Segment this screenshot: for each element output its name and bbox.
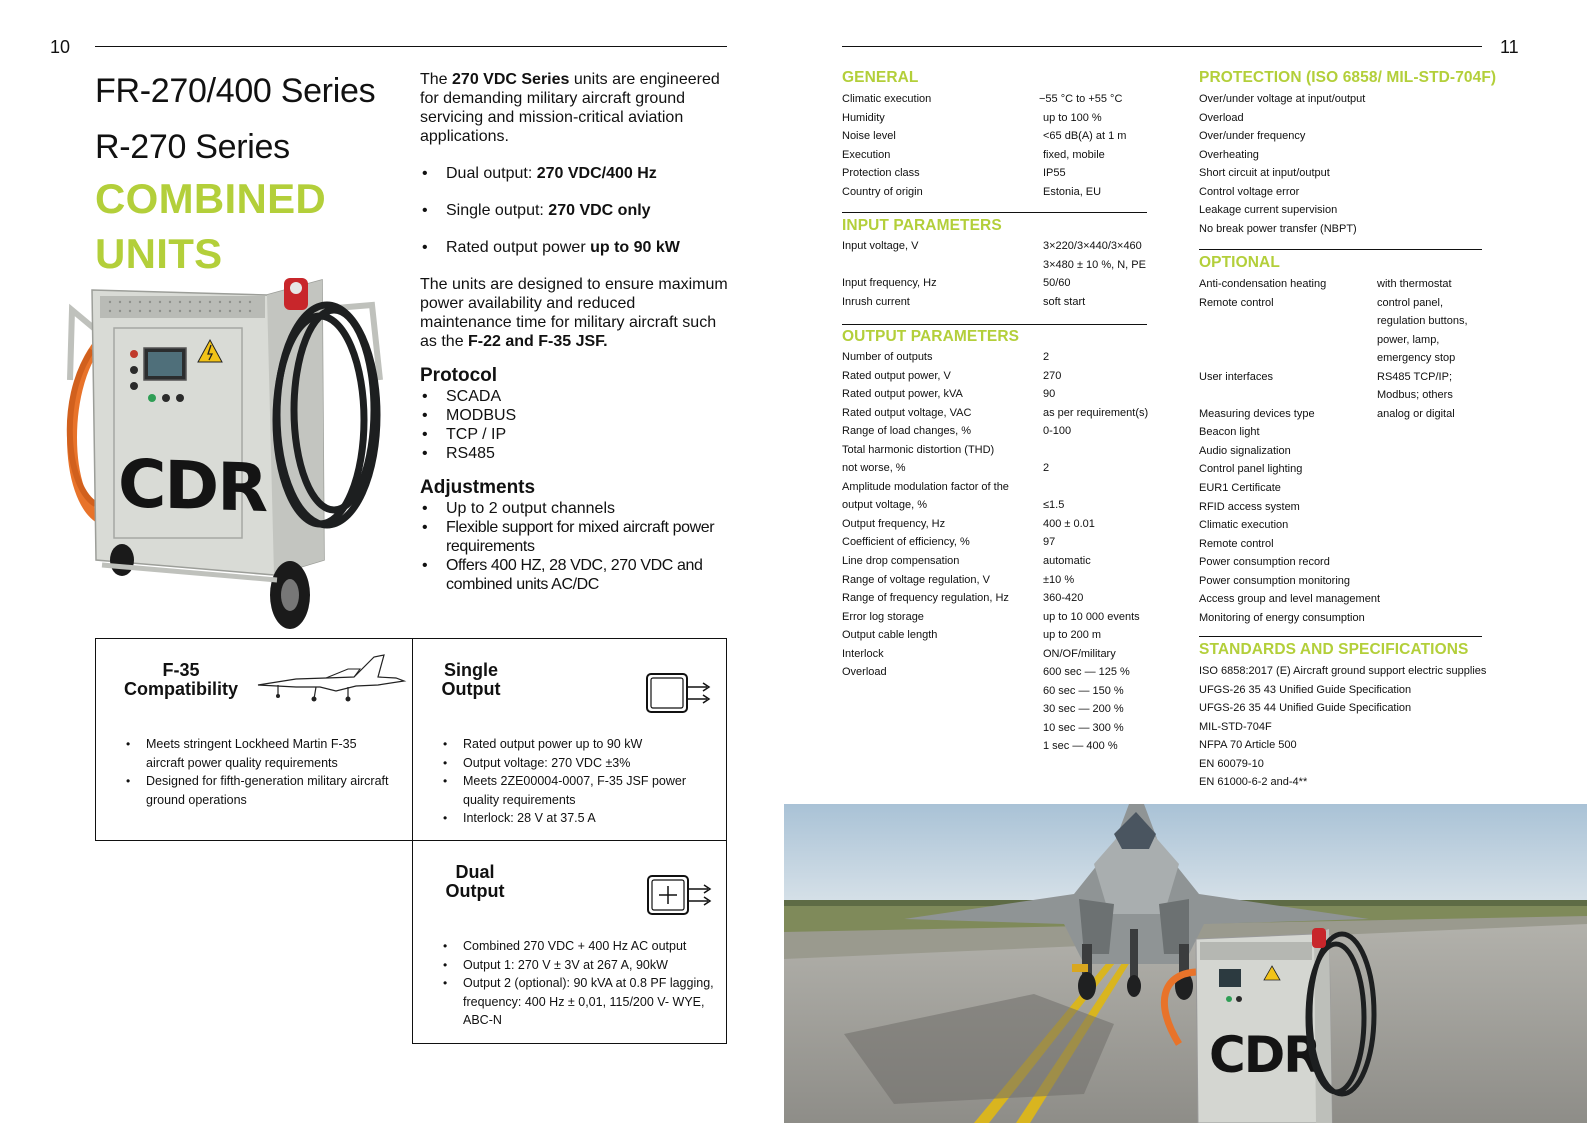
- table-row: Line drop compensation automatic: [842, 555, 1091, 568]
- table-row: Control panel lighting: [1199, 463, 1303, 476]
- table-row: Overload 600 sec — 125 %: [842, 666, 1130, 679]
- list-item: Leakage current supervision: [1199, 204, 1338, 217]
- protection-heading: PROTECTION (ISO 6858/ MIL-STD-704F): [1199, 69, 1497, 86]
- dual-output-list: [441, 937, 723, 1030]
- adjustments-list: [420, 499, 730, 594]
- list-item: • Combined 270 VDC + 400 Hz AC output: [441, 937, 723, 956]
- list-item: EN 61000-6-2 and-4**: [1199, 776, 1308, 789]
- section-divider: [842, 324, 1147, 325]
- list-item: • Output 1: 270 V ± 3V at 267 A, 90kW: [441, 956, 723, 975]
- list-item: NFPA 70 Article 500: [1199, 739, 1297, 752]
- series-title-1: FR-270/400 Series: [95, 72, 376, 110]
- output-bullets: [420, 164, 730, 257]
- list-item: • SCADA: [420, 387, 730, 406]
- list-item: • MODBUS: [420, 406, 730, 425]
- table-row: 1 sec — 400 %: [1043, 740, 1118, 753]
- single-output-box: [412, 638, 727, 841]
- table-row: Range of voltage regulation, V ±10 %: [842, 573, 1075, 586]
- list-item: • Up to 2 output channels: [420, 499, 730, 518]
- list-item: • Dual output: 270 VDC/400 Hz: [420, 164, 730, 183]
- jet-icon: [256, 651, 408, 703]
- list-item: • Output 2 (optional): 90 kVA at 0.8 PF lagging, frequency: 400 Hz ± 0,01, 115/200 V- WYE, ABC-N: [441, 974, 723, 1030]
- table-row: Climatic execution −55 °C to +55 °C: [842, 93, 1123, 105]
- f35-compatibility-box: [95, 638, 413, 841]
- section-divider: [842, 212, 1147, 213]
- output-heading: OUTPUT PARAMETERS: [842, 328, 1020, 345]
- protocol-list: [420, 387, 730, 463]
- table-row: emergency stop: [1377, 352, 1456, 365]
- list-item: No break power transfer (NBPT): [1199, 222, 1357, 235]
- table-row: Measuring devices type analog or digital: [1199, 407, 1455, 420]
- table-row: Beacon light: [1199, 426, 1260, 439]
- header-rule-right: [842, 46, 1482, 47]
- dual-output-box: [412, 840, 727, 1044]
- list-item: • Designed for fifth-generation military aircraft ground operations: [124, 772, 394, 809]
- list-item: • Interlock: 28 V at 37.5 A: [441, 809, 721, 828]
- dual-output-title: Dual Output: [445, 862, 505, 901]
- table-row: Input frequency, Hz 50/60: [842, 277, 1071, 290]
- table-row: 10 sec — 300 %: [1043, 721, 1124, 734]
- header-rule-left: [95, 46, 727, 47]
- optional-heading: OPTIONAL: [1199, 254, 1280, 271]
- output-table: [842, 348, 1162, 756]
- list-item: • Flexible support for mixed aircraft power requirements: [420, 518, 730, 556]
- table-row: 3×480 ± 10 %, N, PE: [1043, 258, 1146, 271]
- table-row: RFID access system: [1199, 500, 1300, 513]
- table-row: Remote control control panel,: [1199, 296, 1444, 309]
- list-item: • Meets 2ZE00004-0007, F-35 JSF power quality requirements: [441, 772, 721, 809]
- single-output-title: Single Output: [441, 660, 501, 699]
- list-item: Overheating: [1199, 148, 1259, 161]
- single-output-list: [441, 735, 721, 828]
- general-table: [842, 90, 1147, 201]
- list-item: ISO 6858:2017 (E) Aircraft ground support electric supplies: [1199, 665, 1487, 677]
- table-row: 30 sec — 200 %: [1043, 703, 1124, 716]
- list-item: Over/under voltage at input/output: [1199, 93, 1366, 105]
- intro-paragraph: The 270 VDC Series units are engineered for demanding military aircraft ground servicing and mission-critical aviation applications.: [420, 71, 720, 145]
- table-row: Modbus; others: [1377, 389, 1453, 402]
- list-item: • TCP / IP: [420, 425, 730, 444]
- table-row: EUR1 Certificate: [1199, 482, 1281, 495]
- table-row: Humidity up to 100 %: [842, 111, 1102, 124]
- design-paragraph: The units are designed to ensure maximum power availability and reduced maintenance time for military aircraft such as the F-22 and F-35 JSF.: [420, 276, 728, 350]
- table-row: Access group and level management: [1199, 593, 1380, 606]
- table-row: Audio signalization: [1199, 444, 1291, 457]
- table-row: User interfaces RS485 TCP/IP;: [1199, 370, 1452, 383]
- list-item: • Offers 400 HZ, 28 VDC, 270 VDC and combined units AC/DC: [420, 556, 730, 594]
- list-item: MIL-STD-704F: [1199, 720, 1272, 733]
- combined-heading-1: COMBINED: [95, 175, 327, 222]
- section-divider: [1199, 249, 1482, 250]
- table-row: 60 sec — 150 %: [1043, 684, 1124, 697]
- table-row: Output cable length up to 200 m: [842, 629, 1102, 642]
- table-row: Output frequency, Hz 400 ± 0.01: [842, 517, 1095, 530]
- standards-list: [1199, 662, 1529, 792]
- table-row: Range of load changes, % 0-100: [842, 425, 1072, 438]
- list-item: UFGS-26 35 44 Unified Guide Specification: [1199, 702, 1412, 715]
- unit-brand-label: CDR: [118, 444, 267, 528]
- list-item: • Rated output power up to 90 kW: [441, 735, 721, 754]
- protocol-heading: Protocol: [420, 365, 498, 386]
- list-item: Control voltage error: [1199, 185, 1300, 198]
- table-row: Power consumption monitoring: [1199, 574, 1351, 587]
- table-row: Inrush current soft start: [842, 295, 1086, 308]
- f35-title: F-35 Compatibility: [123, 660, 238, 699]
- series-title-2: R-270 Series: [95, 128, 290, 166]
- input-heading: INPUT PARAMETERS: [842, 217, 1002, 234]
- general-heading: GENERAL: [842, 69, 919, 86]
- table-row: Total harmonic distortion (THD): [842, 443, 995, 456]
- f35-list: [124, 735, 394, 809]
- list-item: • Rated output power up to 90 kW: [420, 238, 730, 257]
- optional-table: [1199, 275, 1489, 627]
- table-row: Rated output voltage, VAC as per requirement(s): [842, 406, 1149, 419]
- table-row: Range of frequency regulation, Hz 360-420: [842, 592, 1084, 605]
- table-row: Rated output power, V 270: [842, 369, 1062, 382]
- list-item: • Meets stringent Lockheed Martin F-35 aircraft power quality requirements: [124, 735, 394, 772]
- table-row: Climatic execution: [1199, 519, 1289, 532]
- page-number-left: 10: [50, 37, 71, 57]
- section-divider: [1199, 636, 1482, 637]
- list-item: Short circuit at input/output: [1199, 167, 1330, 180]
- combined-heading-2: UNITS: [95, 230, 223, 277]
- adjustments-heading: Adjustments: [420, 477, 536, 498]
- photo-brand-label: CDR: [1209, 1026, 1320, 1084]
- table-row: Country of origin Estonia, EU: [842, 185, 1102, 198]
- table-row: Interlock ON/OF/military: [842, 647, 1116, 660]
- intro-column: [420, 70, 730, 594]
- table-row: Protection class IP55: [842, 167, 1066, 180]
- table-row: Amplitude modulation factor of the: [842, 480, 1009, 493]
- table-row: Remote control: [1199, 537, 1274, 550]
- list-item: Over/under frequency: [1199, 130, 1306, 143]
- table-row: Noise level <65 dB(A) at 1 m: [842, 130, 1127, 143]
- table-row: output voltage, % ≤1.5: [842, 499, 1065, 512]
- input-table: [842, 237, 1147, 311]
- protection-list: [1199, 90, 1489, 238]
- power-unit-image: [62, 270, 392, 640]
- runway-photo: [784, 804, 1587, 1123]
- list-item: Overload: [1199, 111, 1244, 124]
- table-row: Monitoring of energy consumption: [1199, 611, 1365, 624]
- table-row: Input voltage, V 3×220/3×440/3×460: [842, 240, 1142, 252]
- table-row: Error log storage up to 10 000 events: [842, 610, 1140, 623]
- table-row: Execution fixed, mobile: [842, 148, 1105, 161]
- page-number-right: 11: [1500, 37, 1519, 57]
- single-output-icon: [645, 672, 715, 714]
- table-row: not worse, % 2: [842, 462, 1050, 475]
- table-row: Power consumption record: [1199, 556, 1330, 569]
- list-item: • Single output: 270 VDC only: [420, 201, 730, 220]
- list-item: • RS485: [420, 444, 730, 463]
- table-row: power, lamp,: [1377, 333, 1440, 346]
- list-item: • Output voltage: 270 VDC ±3%: [441, 754, 721, 773]
- list-item: UFGS-26 35 43 Unified Guide Specification: [1199, 683, 1412, 696]
- table-row: Rated output power, kVA 90: [842, 388, 1056, 401]
- table-row: Coefficient of efficiency, % 97: [842, 536, 1056, 549]
- table-row: regulation buttons,: [1377, 315, 1468, 328]
- list-item: EN 60079-10: [1199, 757, 1264, 770]
- table-row: Number of outputs 2: [842, 351, 1050, 363]
- standards-heading: STANDARDS AND SPECIFICATIONS: [1199, 641, 1469, 658]
- table-row: Anti-condensation heating with thermostat: [1199, 278, 1452, 290]
- dual-output-icon: [646, 874, 716, 916]
